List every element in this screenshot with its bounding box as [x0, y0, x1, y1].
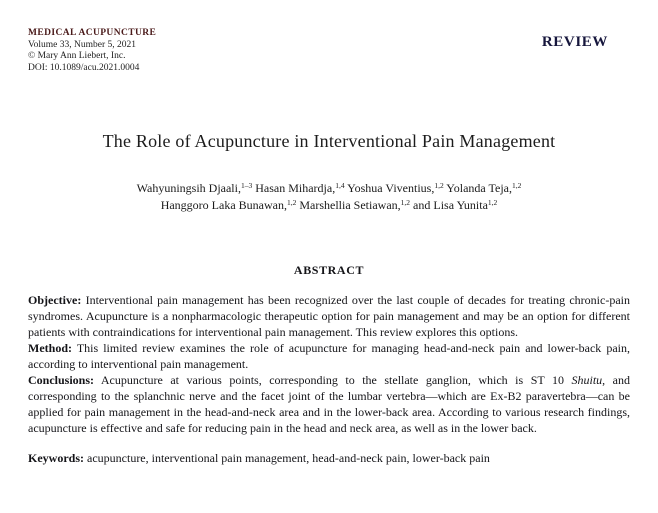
author-affiliation-superscript: 1,2: [512, 181, 522, 190]
acupoint-name-italic: Shuitu: [571, 373, 603, 387]
masthead: [28, 28, 630, 74]
abstract-heading: ABSTRACT: [293, 263, 365, 277]
author-affiliation-superscript: 1,2: [487, 197, 498, 207]
author-name: Marshellia Setiawan,: [296, 197, 401, 212]
article-type-label: REVIEW: [541, 34, 608, 50]
journal-copyright-line: © Mary Ann Liebert, Inc.: [28, 51, 126, 61]
author-affiliation-superscript: 1,2: [434, 181, 444, 190]
journal-header: [28, 28, 156, 74]
method-text: This limited review examines the role of acupuncture for managing head-and-neck pain and lower-back pain, according to interventional pain management.: [28, 341, 630, 371]
author-line-1: [28, 180, 630, 197]
author-affiliation-superscript: 1–3: [240, 181, 253, 190]
conclusions-label: Conclusions:: [28, 373, 95, 387]
keywords-line: [28, 450, 630, 466]
objective-label: Objective:: [28, 293, 82, 307]
author-line-2: [28, 197, 630, 214]
conclusions-text-after: , and corresponding to the splanchnic nerve and the facet joint of the lumbar vertebra—which are Ex-B2 paravertebra—can be applied for pain management in the head-and-neck area and in the lower-back area. According to various research findings, acupuncture is effective and safe for reducing pain in the head and neck area, as well as in the lower back.: [28, 373, 631, 435]
abstract-conclusions-paragraph: [28, 372, 630, 436]
abstract-objective-paragraph: [28, 292, 630, 340]
author-name: and Lisa Yunita: [410, 197, 488, 212]
article-title: The Role of Acupuncture in Interventional Pain Management: [102, 131, 556, 151]
author-name: Hanggoro Laka Bunawan,: [160, 197, 287, 212]
author-list: [28, 180, 630, 213]
author-name: Yolanda Teja,: [443, 181, 512, 195]
author-affiliation-superscript: 1,4: [335, 181, 345, 190]
objective-text: Interventional pain management has been recognized over the last couple of decades for treating chronic-pain syndromes. Acupuncture is a nonpharmacologic therapeutic option for pain management and may be an option for different patients with contraindications for interventional pain management. This review explores this options.: [28, 293, 630, 339]
keywords-label: Keywords:: [28, 451, 84, 465]
journal-name: MEDICAL ACUPUNCTURE: [28, 28, 157, 38]
journal-doi-line: DOI: 10.1089/acu.2021.0004: [28, 62, 140, 73]
author-affiliation-superscript: 1,2: [286, 197, 297, 207]
journal-volume-line: Volume 33, Number 5, 2021: [28, 39, 137, 50]
author-name: Hasan Mihardja,: [252, 181, 336, 195]
keywords-text: acupuncture, interventional pain management, head-and-neck pain, lower-back pain: [84, 451, 490, 465]
author-name: Wahyuningsih Djaali,: [136, 181, 241, 195]
conclusions-text-before: Acupuncture at various points, corresponding to the stellate ganglion, which is ST 10: [94, 373, 572, 387]
author-name: Yoshua Viventius,: [344, 181, 435, 195]
abstract-method-paragraph: [28, 340, 630, 372]
method-label: Method:: [28, 341, 72, 355]
abstract-body: [28, 292, 630, 436]
author-affiliation-superscript: 1,2: [400, 197, 411, 207]
